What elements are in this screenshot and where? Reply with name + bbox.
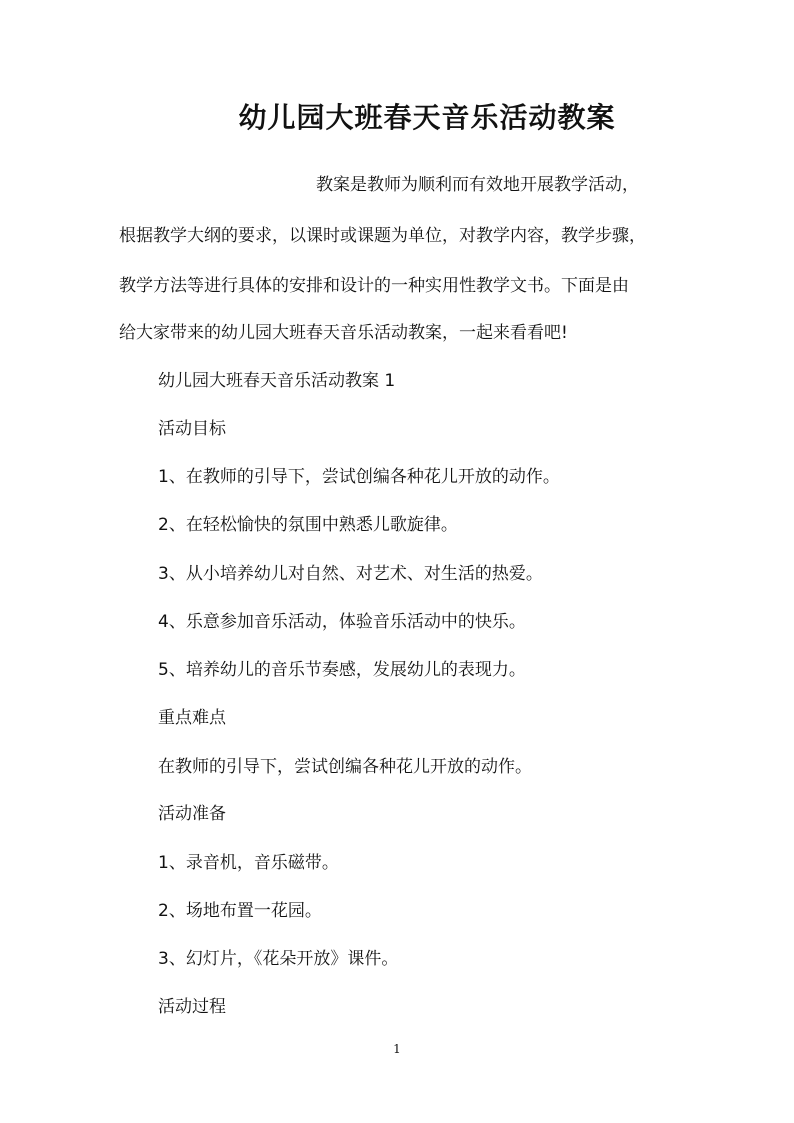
prep-item: 1、录音机，音乐磁带。 [158,853,339,873]
process-heading: 活动过程 [158,997,226,1017]
prep-heading: 活动准备 [158,804,226,824]
goal-item: 2、在轻松愉快的氛围中熟悉儿歌旋律。 [158,515,458,535]
goals-heading: 活动目标 [158,419,226,439]
key-heading: 重点难点 [158,708,226,728]
prep-item: 2、场地布置一花园。 [158,901,322,921]
goal-item: 4、乐意参加音乐活动，体验音乐活动中的快乐。 [158,612,526,632]
prep-item: 3、幻灯片，《花朵开放》课件。 [158,949,399,969]
goal-item: 5、培养幼儿的音乐节奏感，发展幼儿的表现力。 [158,660,526,680]
intro-line-2: 根据教学大纲的要求，以课时或课题为单位，对教学内容，教学步骤， [119,226,646,246]
key-text: 在教师的引导下，尝试创编各种花儿开放的动作。 [158,757,532,777]
intro-line-3: 教学方法等进行具体的安排和设计的一种实用性教学文书。下面是由 [119,276,629,296]
document-title: 幼儿园大班春天音乐活动教案 [238,101,616,134]
intro-line-4: 给大家带来的幼儿园大班春天音乐活动教案，一起来看看吧! [119,323,568,343]
page-number: 1 [393,1042,401,1056]
goal-item: 1、在教师的引导下，尝试创编各种花儿开放的动作。 [158,467,560,487]
section-title: 幼儿园大班春天音乐活动教案 1 [158,371,396,391]
intro-line-1: 教案是教师为顺利而有效地开展教学活动， [316,175,639,195]
goal-item: 3、从小培养幼儿对自然、对艺术、对生活的热爱。 [158,564,543,584]
